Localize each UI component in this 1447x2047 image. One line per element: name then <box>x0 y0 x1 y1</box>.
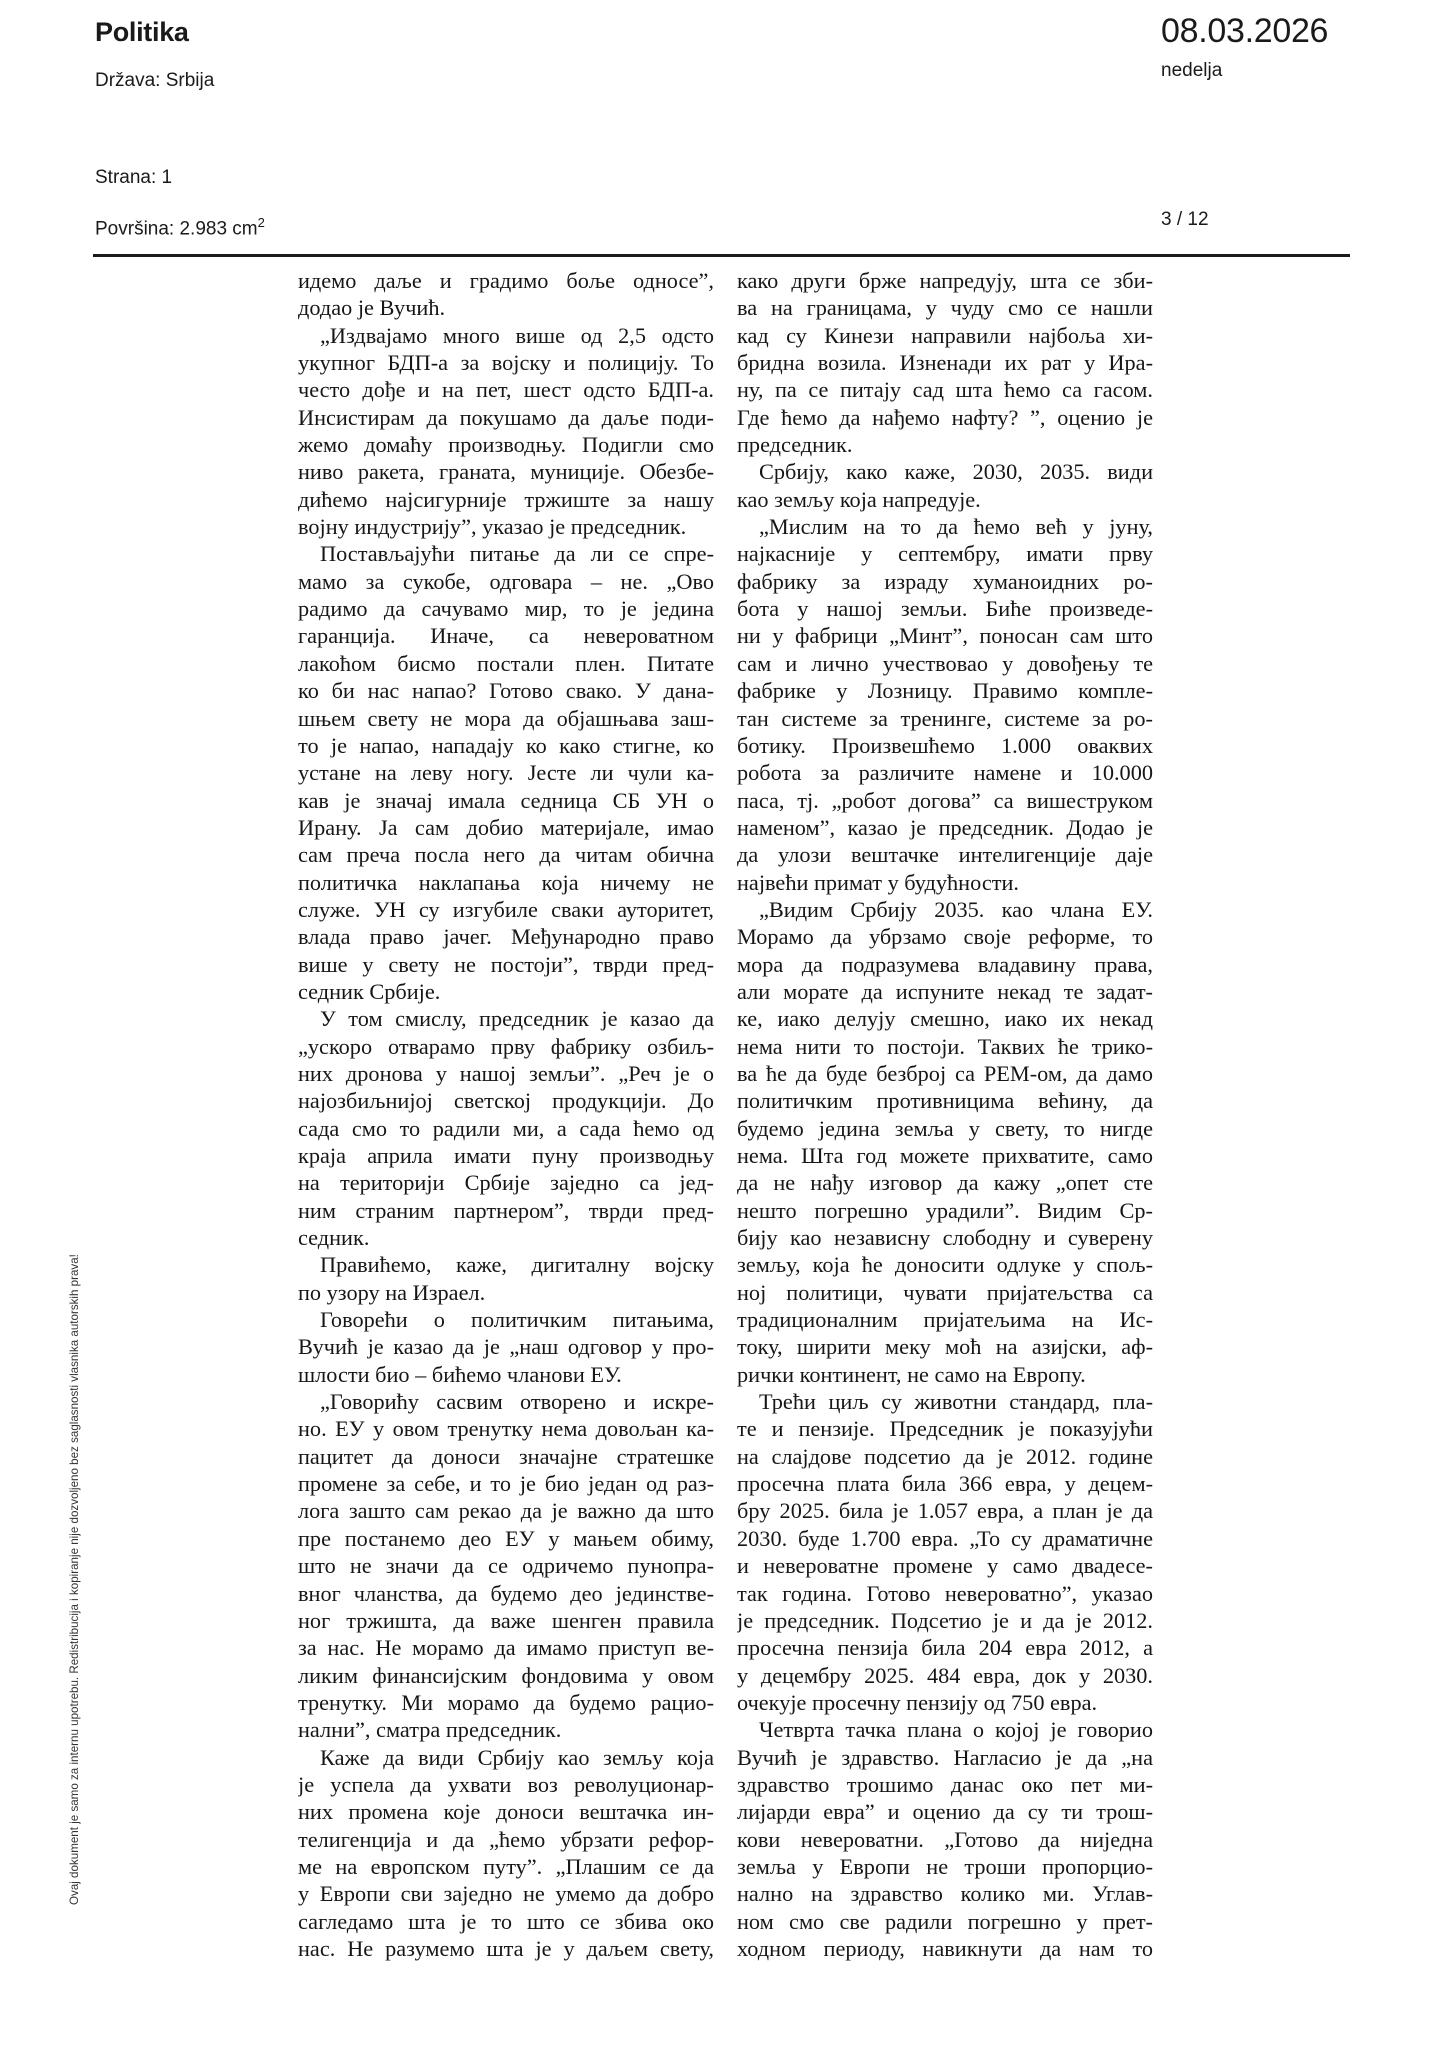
article-text-line: ној политици, чувати пријатељства са <box>737 1279 1153 1305</box>
article-text-line: лога зашто сам рекао да је важно да што <box>298 1498 714 1524</box>
article-text-line: ног тржишта, да важе шенген правила <box>298 1607 714 1633</box>
article-text-line: так година. Готово невероватно”, указао <box>737 1580 1153 1606</box>
article-text-line: кови невероватни. „Готово да ниједна <box>737 1826 1153 1852</box>
article-text-line: лијарди евра” и оценио да су ти трош- <box>737 1799 1153 1825</box>
article-text-line: „Говорићу сасвим отворено и искре- <box>320 1389 714 1415</box>
article-text-line: Ирану. Ја сам добио материјале, имао <box>298 814 714 840</box>
area-unit-exponent: 2 <box>257 215 265 230</box>
article-text-line: рички континент, не само на Европу. <box>737 1361 1086 1387</box>
article-text-line: будемо једина земља у свету, то нигде <box>737 1115 1153 1141</box>
article-text-line: мора да подразумева владавину права, <box>737 951 1153 977</box>
article-text-line: ну, па се питају сад шта ћемо са гасом. <box>737 377 1153 403</box>
issue-date: 08.03.2026 <box>1161 12 1329 50</box>
article-text-line: политичка наклапања која ничему не <box>298 869 714 895</box>
page-number-label: Strana: 1 <box>95 167 173 188</box>
article-text-line: лакоћом бисмо постали плен. Питате <box>298 650 714 676</box>
article-text-line: ходном периоду, навикнути да нам то <box>737 1935 1153 1961</box>
article-text-line: Постављајући питање да ли се спре- <box>320 541 714 567</box>
article-text-line: вног чланства, да будемо део јединстве- <box>298 1580 714 1606</box>
article-text-line: паса, тј. „робот догова” са вишеструком <box>737 787 1153 813</box>
article-text-line: ним страним партнером”, тврди пред- <box>298 1197 714 1223</box>
article-column-2 <box>737 267 1153 1962</box>
article-text-line: сам преча посла него да читам обична <box>298 842 714 868</box>
article-text-line: како други брже напредују, шта се зби- <box>737 268 1153 293</box>
article-text-line: пре постанемо део ЕУ у мањем обиму, <box>298 1525 714 1551</box>
article-text-line: председник. <box>737 432 853 458</box>
article-text-line: Морамо да убрзамо своје реформе, то <box>737 924 1153 950</box>
article-text-line: ном смо све радили погрешно у прет- <box>737 1908 1153 1934</box>
article-text-line: мамо за сукобе, одговара – не. „Ово <box>298 568 714 594</box>
copyright-notice <box>66 1254 86 1905</box>
article-text-line: нешто погрешно урадили”. Видим Ср- <box>737 1197 1153 1223</box>
header-divider <box>93 254 1350 257</box>
article-text-line: Вучић је казао да је „наш одговор у про- <box>298 1334 714 1360</box>
article-text-line: устане на леву ногу. Јесте ли чули ка- <box>298 760 714 786</box>
article-text-line: за нас. Не морамо да имамо приступ ве- <box>298 1635 714 1661</box>
article-text-line: гаранција. Иначе, са невероватном <box>298 623 714 649</box>
article-text-line: „ускоро отварамо прву фабрику озбиљ- <box>298 1033 714 1059</box>
area-label <box>95 215 265 240</box>
article-text-line: ва ће да буде безброј са РЕМ-ом, да дамо <box>737 1060 1153 1086</box>
article-text-line: току, ширити меку моћ на азијски, аф- <box>737 1334 1153 1360</box>
article-text-line: тан системе за тренинге, системе за ро- <box>737 705 1153 731</box>
article-text-line: нема нити то постоји. Таквих ће трико- <box>737 1033 1153 1059</box>
article-text-line: краја априла имати пуну производњу <box>298 1143 714 1168</box>
article-text-line: здравство трошимо данас око пет ми- <box>737 1771 1153 1797</box>
article-text-line: влада право јачег. Међународно право <box>298 924 714 950</box>
article-text-line: Где ћемо да нађемо нафту? ”, оценио је <box>737 404 1153 430</box>
article-text-line: просечна пензија била 204 евра 2012, а <box>737 1635 1153 1661</box>
article-text-line: пацитет да доноси значајне стратешке <box>298 1443 714 1469</box>
article-text-line: фабрику за израду хуманоидних ро- <box>737 568 1153 594</box>
article-text-line: наменом”, казао је председник. Додао је <box>737 814 1153 840</box>
article-text-line: али морате да испуните некад те задат- <box>737 978 1153 1004</box>
article-text-line: сам и лично учествовао у довођењу те <box>737 650 1153 676</box>
article-text-line: но. ЕУ у овом тренутку нема довољан ка- <box>298 1416 714 1442</box>
article-text-line: ликим финансијским фондовима у овом <box>298 1662 714 1688</box>
article-text-line: них дронова у нашој земљи”. „Реч је о <box>298 1060 714 1086</box>
area-value: Površina: 2.983 cm <box>95 218 258 240</box>
article-text-line: Србију, како каже, 2030, 2035. види <box>759 459 1153 485</box>
article-text-line: војну индустрију”, указао је председник. <box>298 514 687 540</box>
copyright-notice-text: Ovaj dokument je samo za internu upotrebu. Redistribucija i kopiranje nije dozvoljeno bez saglasnosti vlasnika autorskih prava! <box>68 1254 81 1905</box>
article-text-line: бру 2025. била је 1.057 евра, а план је да <box>737 1498 1153 1524</box>
article-text-line: шлости био – бићемо чланови ЕУ. <box>298 1361 622 1387</box>
article-text-line: више у свету не постоји”, тврди пред- <box>298 951 714 977</box>
article-text-line: ме на европском путу”. „Плашим се да <box>298 1853 714 1879</box>
article-text-line: ботику. Произвешћемо 1.000 оваквих <box>737 732 1153 758</box>
article-text-line: 2030. буде 1.700 евра. „То су драматичне <box>737 1525 1153 1551</box>
article-text-line: да не нађу изговор да кажу „опет сте <box>737 1170 1153 1196</box>
article-text-line: просечна плата била 366 евра, у децем- <box>737 1471 1153 1497</box>
article-text-line: те и пензије. Председник је показујући <box>737 1416 1153 1442</box>
article-text-line: на слајдове подсетио да је 2012. године <box>737 1443 1153 1469</box>
article-text-line: то је напао, нападају ко како стигне, ко <box>298 732 714 758</box>
article-text-line: идемо даље и градимо боље односе”, <box>298 268 714 293</box>
article-text-line: нема. Шта год можете прихватите, само <box>737 1143 1153 1168</box>
article-text-line: ке, иако делују смешно, иако их некад <box>737 1006 1153 1032</box>
article-text-line: ко би нас напао? Готово свако. У дана- <box>298 678 714 704</box>
article-text-line: радимо да сачувамо мир, то је једина <box>298 596 714 622</box>
article-text-line: земља у Европи не троши пропорцио- <box>737 1853 1153 1879</box>
article-text-line: „Видим Србију 2035. као члана ЕУ. <box>759 896 1153 922</box>
article-text-line: Правићемо, каже, дигиталну војску <box>320 1252 714 1278</box>
article-text-line: кав је значај имала седница СБ УН о <box>298 787 714 813</box>
article-text-line: промене за себе, и то је био један од раз- <box>298 1471 714 1497</box>
article-text-line: нас. Не разумемо шта је у даљем свету, <box>298 1935 714 1961</box>
article-text-line: Каже да види Србију као земљу која <box>320 1744 714 1770</box>
article-text-line: У том смислу, председник је казао да <box>320 1006 714 1032</box>
article-text-line: сада смо то радили ми, а сада ћемо од <box>298 1115 714 1141</box>
article-text-line: шњем свету не мора да објашњава заш- <box>298 705 714 731</box>
article-text-line: је успела да ухвати воз револуционар- <box>298 1771 714 1797</box>
article-text-line: на територији Србије заједно са јед- <box>298 1170 714 1196</box>
article-text-line: дићемо најсигурније тржиште за нашу <box>298 486 714 512</box>
article-text-line: ни у фабрици „Минт”, поносан сам што <box>737 623 1153 649</box>
article-text-line: „Издвајамо много више од 2,5 одсто <box>320 322 714 348</box>
article-text-line: Инсистирам да покушамо да даље поди- <box>298 404 714 430</box>
article-text-line: бију као независну слободну и суверену <box>737 1225 1153 1251</box>
article-text-line: жемо домаћу производњу. Подигли смо <box>298 432 714 458</box>
article-text-line: фабрике у Лозницу. Правимо компле- <box>737 678 1153 704</box>
article-text-line: по узору на Израел. <box>298 1279 486 1305</box>
article-text-line: укупног БДП-а за војску и полицију. То <box>298 350 714 376</box>
article-text-line: Говорећи о политичким питањима, <box>320 1307 714 1333</box>
article-text-line: седник. <box>298 1225 370 1251</box>
article-text-line: као земљу која напредује. <box>737 486 981 512</box>
article-text-line: седник Србије. <box>298 978 441 1004</box>
issue-weekday: nedelja <box>1161 60 1223 81</box>
article-text-line: нални”, сматра председник. <box>298 1717 562 1743</box>
article-text-line: је председник. Подсетио је и да је 2012. <box>737 1607 1153 1633</box>
article-text-line: очекује просечну пензију од 750 евра. <box>737 1689 1098 1715</box>
article-text-line: бридна возила. Изненади их рат у Ира- <box>737 350 1153 376</box>
page-counter: 3 / 12 <box>1161 209 1209 230</box>
article-text-line: најозбиљнијој светској продукцији. До <box>298 1088 714 1114</box>
article-text-line: бота у нашој земљи. Биће произведе- <box>737 596 1153 622</box>
article-text-line: највећи примат у будућности. <box>737 869 1019 895</box>
article-text-line: у децембру 2025. 484 евра, док у 2030. <box>737 1662 1153 1688</box>
article-text-line: Вучић је здравство. Нагласио је да „на <box>737 1744 1153 1770</box>
article-text-line: кад су Кинези направили најбоља хи- <box>737 322 1153 348</box>
article-text-line: сагледамо шта је то што се збива око <box>298 1908 714 1934</box>
article-text-line: тренутку. Ми морамо да будемо рацио- <box>298 1689 714 1715</box>
article-text-line: земљу, која ће доносити одлуке у спољ- <box>737 1252 1153 1278</box>
article-text-line: додао је Вучић. <box>298 295 446 321</box>
article-column-1 <box>298 267 714 1962</box>
article-text-line: и невероватне промене у само двадесе- <box>737 1553 1153 1579</box>
article-text-line: Четврта тачка плана о којој је говорио <box>759 1717 1153 1743</box>
article-text-line: телигенција и да „ћемо убрзати рефор- <box>298 1826 714 1852</box>
article-text-line: традиционалним пријатељима на Ис- <box>737 1307 1153 1333</box>
article-text-line: робота за различите намене и 10.000 <box>737 760 1153 786</box>
country-label: Država: Srbija <box>95 70 215 91</box>
article-text-line: „Мислим на то да ћемо већ у јуну, <box>759 514 1153 540</box>
article-text-line: служе. УН су изгубиле сваки ауторитет, <box>298 896 714 922</box>
article-text-line: нално на здравство колико ми. Углав- <box>737 1881 1153 1907</box>
article-text-line: ва на границама, у чуду смо се нашли <box>737 295 1153 321</box>
article-text-line: ниво ракета, граната, муниције. Обезбе- <box>298 459 714 485</box>
article-text-line: Трећи циљ су животни стандард, пла- <box>759 1389 1153 1415</box>
article-text-line: у Европи сви заједно не умемо да добро <box>298 1881 714 1907</box>
article-text-line: политичким противницима већину, да <box>737 1088 1153 1114</box>
article-text-line: што не значи да се одричемо пунопра- <box>298 1553 714 1579</box>
article-text-line: најкасније у септембру, имати прву <box>737 541 1153 567</box>
article-text-line: да улози вештачке интелигенције даје <box>737 842 1153 868</box>
article-text-line: често дође и на пет, шест одсто БДП-а. <box>298 377 714 403</box>
article-text-line: них промена које доноси вештачка ин- <box>298 1799 714 1825</box>
publication-name: Politika <box>95 17 189 47</box>
